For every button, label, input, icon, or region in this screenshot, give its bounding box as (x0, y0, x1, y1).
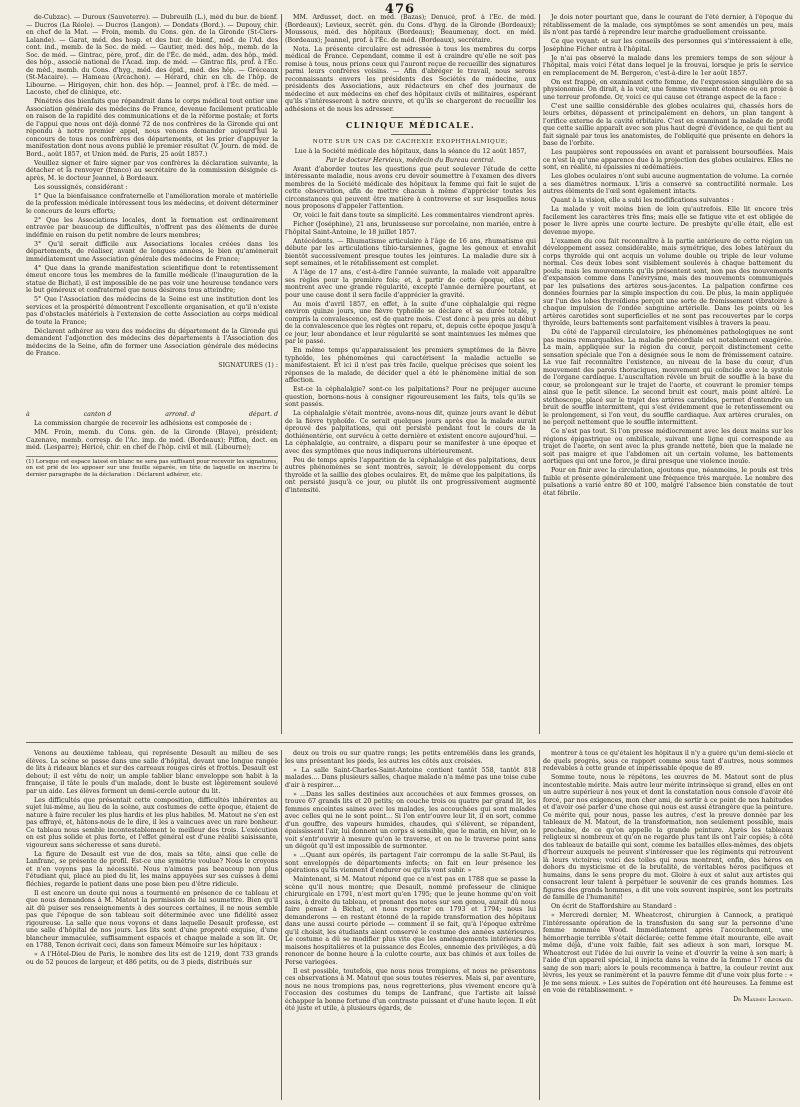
paragraph: C'est une saillie considérable des globes oculaires qui, chassés hors de leurs orbites, dépassent et principalement en dehors, un plan tangent à l'orifice externe de la cavité orbitaire. C'est en examinant la malade de profil que cette saillie apparaît avec son plus haut degré d'évidence, ce qui tient au fait signalé par tous les anatomistes, de l'obliquité que présente en dehors la base de l'orbite. (543, 102, 793, 147)
paragraph: La malade y voit moins bien de loin qu'autrefois. Elle lit encore très facilement les caractères très fins; mais elle se fatigue vite et est obligée de poser le livre après une courte lecture. De presbyte qu'elle était, elle est devenue myope. (543, 206, 793, 236)
signature-fields (26, 411, 278, 419)
author-signature: Dr Maximin Legrand. (733, 996, 793, 1003)
section-divider-2 (391, 134, 431, 135)
feuilleton-rule (26, 742, 793, 743)
paragraph: montrer à tous ce qu'étaient les hôpitaux il n'y a guère qu'un demi-siècle et de quels progrès, sous ce rapport comme sous tant d'autres, nous sommes redevables à cette grande et impérissable époque de 89. (543, 750, 793, 772)
paragraph: Ficher (Joséphine), 21 ans, brunisseuse sur porcelaine, non mariée, entre à l'hôpital Saint-Antoine, le 18 juillet 1857. (285, 221, 536, 236)
paragraph: » ...Quant aux opérés, ils partagent l'air corrompu de la salle St-Paul, ils sont enveloppés de départements infects; on fait en leur présence les opérations qu'ils viennent d'endurer ou qu'ils vont subir. » (285, 852, 536, 874)
sig-field-place: à (26, 410, 30, 418)
paragraph: Peu de temps après l'apparition de la céphalalgie et des palpitations, deux autres phénomènes se sont montrés, savoir, le développement du corps thyroïde et la saillie des globes oculaires. Et, de même que les palpitations, ils ont persisté jusqu'à ce jour, ou plutôt ils ont progressivement augmenté d'intensité. (285, 456, 536, 494)
paragraph: Ce que voyant: et sur les conseils des personnes qui s'intéressaient à elle, Joséphine Ficher entra à l'hôpital. (543, 38, 793, 53)
column-rule-1 (281, 14, 282, 734)
section-title: CLINIQUE MÉDICALE. (345, 120, 476, 130)
paragraph: » ...Dans les salles destinées aux accouchées et aux femmes grosses, on trouve 67 grands lits et 20 petits; on couche trois ou quatre par grand lit, les femmes enceintes saines avec les malades, les accouchées qui sont malades avec celles qui ne le sont point... Si l'on entr'ouvre leur lit, il en sort, comme d'un gouffre, des vapeurs humides, chaudes, qui s'élèvent, se répandent, épaississent l'air, lui donnent un corps si sensible, que le matin, en hiver, on le voit s'entr'ouvrir à mesure qu'on le traverse, et on ne le traverse point sans un dégoût qu'il est impossible de surmonter. (285, 790, 536, 850)
paragraph: Du côté de l'appareil circulatoire, les phénomènes pathologiques ne sont pas moins remarquables. La maladie précordiale est notablement exagérée. La main, appliquée sur la région du cœur, perçoit distinctement cette sensation spéciale que l'on a désignée sous le nom de frémissement cataire. La vue fait reconnaître l'existence, au niveau de la base du cœur, d'un mouvement des parois thoraciques, mouvement qui coïncide avec la systole de l'organe cardiaque. L'auscultation révèle un bruit de souffle à la base du cœur, se prolongeant sur le trajet de l'aorte, et couvrant le premier temps ainsi que le petit silence. Le second bruit est court, mais point altéré. Le stéthoscope, placé sur le trajet des artères carotides, permet d'entendre un bruit de souffle intermittent, qui s'est évidemment que le retentissement ou le prolongement, si l'on veut, du souffle cardiaque. Aux artères crurales, on ne perçoit nettement que le souffle intermittent. (543, 329, 793, 426)
bottom2-paras (285, 750, 536, 1013)
paragraph: 5° Que l'Association des médecins de la Seine est une institution dont les services et la prospérité démontrent l'excellente organisation, et qu'il n'existe pas d'obstacles matériels à l'extension de cette Association au corps médical de toute la France; (26, 296, 278, 326)
col3-paras (543, 14, 793, 497)
paragraph: « A l'Hôtel-Dieu de Paris, le nombre des lits est de 1219, dont 733 grands ou de 52 pouces de largeur, et 486 petits, ou de 3 pieds, distribués sur (26, 951, 278, 966)
paragraph: Il est possible, toutefois, que nous nous trompions, et nous ne présentons ces observations à M. Matout que sous toutes réserves. Mais si, par aventure, nous ne nous trompions pas, nous regretterions, plus vivement encore qu'à l'occasion des costumes du temps de Lanfranc, que l'artiste ait laissé échapper la bonne fortune d'un contraste puissant et d'une haute leçon. Il eût été juste et utile, à plusieurs égards, de (285, 967, 536, 1012)
paragraph: Pour en finir avec la circulation, ajoutons que, néanmoins, le pouls est très faible et présente généralement une fréquence très marquée. Le nombre des pulsations a varié entre 80 et 100, malgré l'absence bien constatée de tout état fébrile. (543, 467, 793, 497)
signature-space (26, 371, 278, 409)
column-3 (543, 14, 793, 734)
paragraph: Les soussignés, considérant : (34, 183, 128, 191)
paragraph: Maintenant, si M. Matout répond que ce n'est pas en 1788 que se passe la scène qu'il nous montre; que Desault, nommé professeur de clinique chirurgicale en 1791, n'est mort qu'en 1795; que le jeune homme qu'on voit assis, à droite du tableau, et prenant des notes sur son genou, aurait dû nous faire penser à Bichat, et nous reporter en 1793 et 1794; nous lui demanderons — en restant étonné de la rapide transformation des hôpitaux dans une aussi courte période — comment il se fait, qu'à l'époque extrême qu'il choisit, les étudiants aient conservé le costume des années antérieures. Le costume a dû se modifier plus vite que les aménagements intérieurs des maisons hospitalières et la puissance des Écoles, ennemie des privilèges, a dû renoncer de bonne heure à la culotte courte, aux bas chinés et aux toiles de Perse variegées. (285, 876, 536, 966)
column-2 (285, 14, 536, 734)
paragraph: Ce n'est pas tout. Si l'on presse médiocrement avec les deux mains sur les régions épigastrique ou ombilicale, suivant une ligne qui corresponde au trajet de l'aorte, on sent avec la plus grande netteté, bien que la malade ne soit pas maigre et que l'abdomen ait un certain volume, les battements aortiques qui ont une force, je dirai presque une violence inouïe. (543, 428, 793, 465)
paragraph: On est frappé, en examinant cette femme, de l'expression singulière de sa physionomie. On dirait, à la voir, une femme vivement étonnée ou en proie à une terreur profonde. Or, voici ce qui cause cet étrange aspect de la face : (543, 78, 793, 101)
signatures-label: SIGNATURES (1) : (218, 361, 278, 369)
column-rule-2 (539, 14, 540, 734)
paragraph: Les difficultés que présentait cette composition, difficultés inhérentes au sujet lui-même, au lieu de la scène, aux costumes de cette époque, étaient de nature à faire reculer les plus hardis et les plus habiles. M. Matout ne s'en est pas effrayé, et, hâtons-nous de le dire, il les a vaincues avec un rare bonheur. Ce tableau nous semble incontestablement le meilleur des trois. L'exécution en est plus solide et plus forte, et l'effet général est d'une réalité saisissante, vigoureux sans sécheresse et sans dureté. (26, 796, 278, 849)
paragraph: de-Cubzac). — Duroux (Sauveterre). — Dubreuilh (L.), méd du bur. de bienf. — Ducros (La Réole). — Ducros (Langon). — Dondats (Bord.). — Dupouy, chir. en chef de la Mat. — Froin, memb. du Cons. gén. de la Gironde (St-Ciers-Lalande). — Garat, méd. des hosp. et des bur. de bienf., méd. de l'Ad. des cont. ind., memb. de la Soc. de méd. — Gautier, méd. des hôp., memb. de la Soc. de méd. — Gintrac, père, prof., dir. de l'Éc. de méd., adm. des hôp., méd. des hôp., associé national de l'Acad. imp. de méd. — Gintrac fils, prof. à l'Éc. de méd., memb. du Cons. d'hyg., méd. des épid., méd. des hôp. — Gréceaux (St-Macaire). — Hameau (Arcachon). — Hérard, chir. en ch. de l'hôp. de Libourne. — Hirigoyen, chir. hon. des hôp. — Jeannel, prof. à l'Éc. de méd. — Lacoste, chef de clinique, etc. (26, 14, 278, 96)
column-1 (26, 14, 278, 734)
paragraph: Pénétrés des bienfaits que répandrait dans le corps médical tout entier une Association générale des médecins de France, devenue facilement praticable en raison de la rapidité des communications et de la réforme postale; et forts de l'appui que nous ont déjà donné 72 de nos confrères de la Gironde qui ont répondu à notre premier appel, nous venons demander aujourd'hui le concours de tous nos confrères des départements, et les prier d'appuyer la manifestation dont nous avons publié le premier résultat (V. Journ. de méd. de Bord., août 1857, et Union méd. de Paris, 25 août 1857.) (26, 98, 278, 158)
paragraph: deux ou trois ou sur quatre rangs; les petits entremêlés dans les grands, les uns présentant les pieds, les autres les côtés aux croisées. (285, 750, 536, 765)
sig-field-arrond: arrond. d (165, 410, 195, 418)
feuilleton-column-1 (26, 750, 278, 1100)
paragraph: Les globes oculaires n'ont subi aucune augmentation de volume. La cornée a ses diamètres normaux. L'iris a conservé sa contractilité normale. Les autres éléments de l'œil sont également intacts. (543, 173, 793, 195)
paragraph: En même temps qu'apparaissaient les premiers symptômes de la fièvre typhoïde, les phénomènes qui caractérisent la maladie actuelle se manifestaient. Et ici il n'est pas très facile, quelque précises que soient les réponses de la malade, de décider quel a été le phénomène initial de son affection. (285, 347, 536, 384)
sig-field-canton: canton d (83, 410, 112, 418)
paragraph: 2° Que les Associations locales, dont la formation est ordinairement entravée par beaucoup de difficultés, n'offrent pas des éléments de durée indéfinie en raison du petit nombre de leurs membres; (26, 216, 278, 239)
bottom1-paras (26, 750, 278, 966)
sig-field-depart: départ. d (248, 410, 278, 418)
footnote: (1) Lorsque cet espace laissé en blanc ne sera pas suffisant pour recevoir les signatures, on est prié de les apposer sur une feuille séparée, en tête de laquelle on inscrira le dernier paragraphe de la déclaration : Déclarent adhérer, etc. (26, 456, 278, 479)
nota: Nota. La présente circulaire est adressée à tous les membres du corps médical de France. Cependant, comme il est à craindre qu'elle ne soit pas remise à tous, nous prions ceux qui l'auront reçue de recueillir des signatures parmi leurs confrères voisins. — Afin d'abréger le travail, nous serons reconnaissants envers les présidents des Sociétés de médecine, aux présidents des Associations, aux rédacteurs en chef des journaux de médecine et aux médecins en chef des hôpitaux civils et militaires, espérant qu'ils s'intéresseront à notre œuvre, et qu'ils se chargeront de recueillir les adhésions et de nous les adresser. (285, 45, 536, 113)
commission-members-cont: MM. Ardusset, doct. en méd. (Bazas); Denucé, prof. à l'Éc. de méd. (Bordeaux); Levieux, secrét. gén. du Cons. d'hyg. de la Gironde (Bordeaux); Moussous, méd. des hôpitaux (Bordeaux); Beaumenay, doct. en méd. (Bordeaux); Jeannel, prof. à l'Éc. de méd. (Bordeaux), secrétaire. (285, 14, 536, 44)
paragraph: « Mercredi dernier, M. Wheatcrost, chirurgien à Cannock, a pratiqué l'intéressante opération de la transfusion du sang sur la personne d'une femme nommée Wood. Immédiatement après l'accouchement, une hémorrhagie terrible s'était déclarée; cette femme était mourante, elle avait même déjà, d'une voix faible, fait ses adieux à son mari, lorsque M. Wheatcrost eut l'idée de lui ouvrir la veine et d'ouvrir la veine à son mari; à l'aide d'un appareil spécial, il injecta dans la veine de la femme 17 onces du sang de son mari; alors le pouls recommença à battre, la couleur revint aux lèvres, les yeux se ranimèrent et la pauvre femme dit d'une voix plus forte : « Je me sens mieux. » Les suites de l'opération ont été heureuses. La femme est en voie de rétablissement. » (543, 912, 793, 994)
paragraph: 1° Que la bienfaisance confraternelle et l'amélioration morale et matérielle de la profession médicale intéressent tous les médecins, et doivent déterminer le concours de leurs efforts; (26, 192, 278, 215)
paragraph: Déclarent adhérer au vœu des médecins du département de la Gironde qui demandent l'adjonction des médecins des départements à l'Association des médecins de la Seine, afin de former une Association générale des médecins de France. (26, 327, 278, 357)
paragraph: Est-ce la céphalalgie? sont-ce les palpitations? Pour ne préjuger aucune question, bornons-nous à consigner rigoureusement les faits, tels qu'ils se sont passés. (285, 386, 536, 408)
paragraph: Je n'ai pas observé la malade dans les premiers temps de son séjour à l'hôpital, mais voici l'état dans lequel je la trouvai, lorsque je pris le service en remplacement de M. Bergeron, c'est-à-dire le 1er août 1857. (543, 54, 793, 77)
commission-intro: La commission chargée de recevoir les adhésions est composée de : (34, 420, 252, 427)
paragraph: Veuillez signer et faire signer par vos confrères la déclaration suivante, la détacher et la renvoyer (franco) au secrétaire de la commission désignée ci-après, M. le docteur Jeannel, à Bordeaux. (26, 159, 278, 182)
article-byline: Par le docteur Hervieux, médecin du Bureau central. (325, 156, 496, 164)
column-rule-4 (539, 750, 540, 1100)
paragraph: On écrit de Staffordshire au Standard : (551, 903, 677, 910)
paragraph: 3° Qu'il serait difficile aux Associations locales créées dans les départements, de réaliser, avant de longues années, le bien qu'amènerait immédiatement une Association générale des médecins de France; (26, 240, 278, 263)
paragraph: Il est encore un doute qui nous a tourmenté en présence de ce tableau et que nous demandons à M. Matout la permission de lui soumettre. Bien qu'il ait dû puiser ses renseignements à des sources certaines, il ne nous semble pas que l'époque de son tableau soit déterminée avec une fidélité assez rigoureuse. La salle que nous voyons et dans laquelle Desault professe, est une salle d'hôpital de nos jours. Les lits sont d'une propreté exquise, d'une blancheur immaculée, suffisamment espacés et chaque malade a son lit. Or, en 1788, Tenon écrivait ceci, dans son fameux Mémoire sur les hôpitaux : (26, 889, 278, 949)
paragraph: Quant à la vision, elle a subi les modifications suivantes : (551, 197, 734, 204)
paragraph: La céphalalgie s'était montrée, avons-nous dit, quinze jours avant le début de la fièvre typhoïde. Ce serait quelques jours après que la malade aurait éprouvé des palpitations, qui ont persisté pendant tout le cours de la dothiénentérie, ont survécu à cette dernière et existent encore aujourd'hui. — La céphalalgie, au contraire, a disparu pour se manifester à une époque et avec des symptômes que nous indiquerons ultérieurement. (285, 410, 536, 455)
feuilleton-column-3 (543, 750, 793, 1100)
col2-paras (285, 166, 536, 495)
paragraph: Antécédents. — Rhumatisme articulaire à l'âge de 16 ans, rhumatisme qui débute par les articulations tibio-tarsiennes, gagne les genoux et envahit bientôt successivement presque toutes les jointures. La maladie dure six à sept semaines, et le rétablissement est complet. (285, 237, 536, 267)
article-subtitle-2: Lue à la Société médicale des hôpitaux, dans la séance du 12 août 1857, (294, 147, 527, 155)
paragraph: L'examen du cou fait reconnaître à la partie antérieure de cette région un développement assez considérable, mais symétrique, des lobes latéraux du corps thyroïde qui ont acquis un volume double ou triple de leur volume normal. Ces deux lobes sont visiblement soulevés à chaque battement du pouls; mais les mouvements qu'ils présentent sont, non pas des mouvements d'expansion comme dans l'anévrysme, mais des mouvements communiqués par les pulsations des artères sous-jacentes. La palpation confirme ces données fournies par la simple inspection du cou. De plus, la main appliquée sur l'un des lobes thyroïdiens perçoit une sorte de frémissement vibratoire à chaque impulsion de l'ondée sanguine artérielle. Dans les points où les artères carotides sont superficielles et ne sont pas recouvertes par le corps thyroïde, leurs battements sont parfaitement visibles à travers la peau. (543, 237, 793, 327)
paragraph: Au mois d'avril 1857, en effet, à la suite d'une céphalalgie qui règne environ quinze jours, une fièvre typhoïde se déclare et sa durée totale, y compris la convalescence, est de quatre mois. C'est donc à peu près au début de la convalescence que les règles ont reparu, et, depuis cette époque jusqu'à ce jour, leur abondance et leur régularité se sont maintenues les mêmes que par le passé. (285, 300, 536, 345)
col1-paras (26, 14, 278, 358)
paragraph: A l'âge de 17 ans, c'est-à-dire l'année suivante, la malade voit apparaître ses règles pour la première fois; et, à partir de cette époque, elles se montrent avec une grande régularité, excepté l'année dernière pourtant, et pour une cause dont il sera facile d'apprécier la gravité. (285, 269, 536, 299)
feuilleton-column-2 (285, 750, 536, 1100)
paragraph: Or, voici le fait dans toute sa simplicité. Les commentaires viendront après. (293, 212, 535, 219)
commission-members: MM. Froin, memb. du Cons. gén. de la Gironde (Blaye), président; Cazenave, memb. corresp. de l'Ac. imp. de méd. (Bordeaux); Piffon, doct. en méd. (Lesparre); Héricé, chir. en chef de l'hôp. civil et mil. (Libourne); (26, 429, 278, 451)
section-divider (391, 117, 431, 118)
paragraph: Avant d'aborder toutes les questions que peut soulever l'étude de cette intéressante maladie, nous avons cru devoir soumettre à l'examen des divers membres de la Société médicale des hôpitaux la femme qui fait le sujet de cette observation, afin de mettre chacun à même d'apprécier toutes les circonstances qui peuvent être matière à controverse et sur lesquelles nous nous proposons d'appeler l'attention. (285, 165, 536, 210)
bottom3-paras (543, 750, 793, 995)
column-rule-3 (281, 750, 282, 1100)
paragraph: » La salle Saint-Charles-Saint-Antoine contient tantôt 558, tantôt 818 malades.... Dans plusieurs salles, chaque malade n'a même pas une toise cube d'air à respirer.... (285, 766, 536, 789)
article-subtitle: NOTE SUR UN CAS DE CACHEXIE EXOPHTHALMIQUE; (312, 138, 509, 145)
paragraph: Somme toute, nous le répétons, les œuvres de M. Matout sont de plus incontestable mérite. Mais autre leur mérite intrinsèque si grand, elles en ont un autre supérieur à nos yeux et dont la constatation nous console d'avoir été forcé, par nos exigences, mon cher ami, de sortir à ce point de nos habitudes et d'avoir osé parler d'une chose qui nous est aussi étrangère que la peinture. Ce mérite qui, pour nous, passe les autres, c'est la preuve donnée par les tableaux de M. Matout, de la transformation, non seulement possible, mais prochaine, de ce qu'on appelle la grande peinture. Après les tableaux religieux si nombreux et qu'on ne regarde plus tant ils ont l'air copiés; à côté des tableaux de bataille qui sont, comme les batailles elles-mêmes, des objets d'horreur auxquels ne peuvent s'intéresser que les régiments qui retrouvent là leurs victoires; voici des toiles qui nous montrent, enfin, des héros en dehors du mysticisme et de la brutalité, de véritables héros pacifiques et humains, dans le sens propre du mot. Gloire à eux et salut aux artistes qui consacrent leur talent à perpétuer le souvenir de ces grands hommes. Les figures des grands hommes, a dit une voix souvent inspirée, sont les portraits de famille de l'humanité! (543, 774, 793, 901)
paragraph: Je dois noter pourtant que, dans le courant de l'été dernier, à l'époque du rétablissement de la malade, ces symptômes se sont amendés un peu, mais ils n'ont pas tardé à reprendre leur marche graduellement croissante. (543, 14, 793, 36)
paragraph: La figure de Desault est vue de dos, mais sa tête, ainsi que celle de Lanfranc, se présente de profil. Est-ce une symétrie voulue? Nous le croyons et n'en voyons pas la nécessité. Nous n'aimons pas beaucoup non plus l'étudiant qui, placé au pied du lit, les mains appuyées sur ses cuisses à demi fléchies, regarde le patient dans une pose bien peu d'être ridicule. (26, 850, 278, 888)
page-number: 476 (384, 2, 416, 17)
paragraph: Venons au deuxième tableau, qui représente Desault au milieu de ses élèves. La scène se passe dans une salle d'hôpital, devant une longue rangée de lits à rideaux blancs et sur des carreaux rouges cirés et frottés. Desault est debout; il est vêtu de noir, un ample tablier blanc enveloppe son habit à la française, il tâte le pouls d'un malade, dont le buste est légèrement soulevé par un aide. Les élèves forment un demi-cercle autour du lit. (26, 750, 278, 795)
paragraph: Les paupières sont repoussées en avant et paraissent boursouflées. Mais ce n'est là qu'une apparence due à la projection des globes oculaires. Elles ne sont, en réalité, ni épaissies ni œdématiées. (543, 149, 793, 171)
paragraph: 4° Que dans la grande manifestation scientifique dont le retentissement émeut encore tous les membres de la famille médicale (l'inauguration de la statue de Bichat), il est impossible de ne pas voir une heureuse tendance vers le but généreux et confraternel que nous désirons tous atteindre; (26, 264, 278, 294)
